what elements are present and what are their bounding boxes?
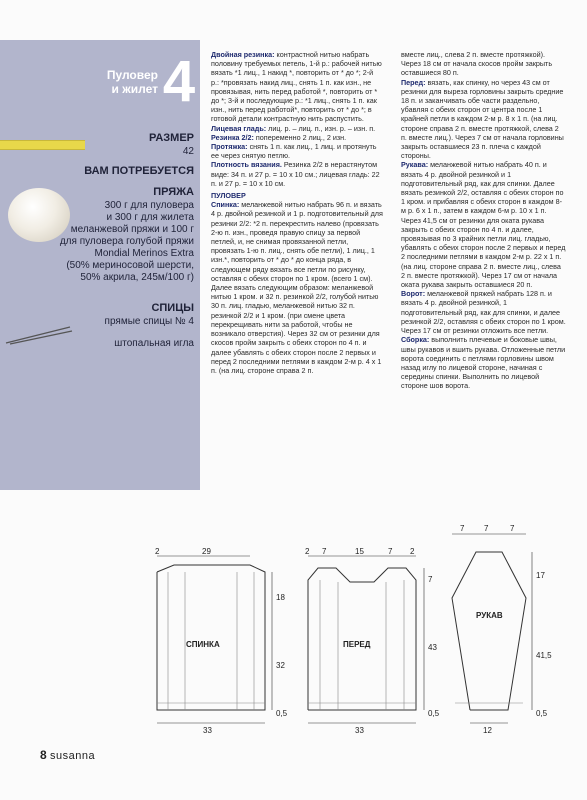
sleeve-dim-c: 7 (510, 524, 515, 533)
paragraph: Протяжка: снять 1 п. как лиц., 1 лиц. и протянуть ее через снятую петлю. (211, 142, 377, 161)
title-line-2: и жилет (111, 82, 158, 96)
paragraph: Лицевая гладь: лиц. р. – лиц. п., изн. р. – изн. п. (211, 123, 376, 133)
page-number: 8 (40, 748, 47, 762)
back-schematic (155, 547, 288, 735)
yarn-line: (50% мериносовой шерсти, (66, 260, 194, 271)
yarn-description (60, 200, 194, 284)
brand-name: susanna (50, 750, 96, 762)
sleeve-dim-width: 12 (483, 726, 492, 735)
front-label: ПЕРЕД (343, 640, 371, 649)
back-dim-armhole: 18 (276, 593, 285, 602)
front-schematic (305, 547, 440, 735)
yarn-heading: ПРЯЖА (153, 186, 194, 198)
sidebar-panel (0, 40, 200, 490)
front-dim-5: 2 (410, 547, 415, 556)
yarn-line: и 300 г для жилета (106, 212, 194, 223)
paragraph: Рукава: меланжевой нитью набрать 40 п. и вязать 4 р. двойной резинкой и 1 подготовительный ряд, как для спинки. Далее вязать резинкой 2/2, оставляя с обеих сторон по 1 кром. и прибавляя с обеих сторон в каждом 8-м р. 6 х 1 п., затем в каждом 6-м р. 10 х 1 п. Через 41,5 см от резинки для оката рукава закрыть с обеих сторон по 4 п. и далее, провязывая по 3 крайних петли лиц. гладью, убавлять с обеих сторон после 2 первых и перед 2 последними петлями в каждом 2-м р. 22 х 1 п. (на лиц. стороне справа 2 п. вместе лиц., слева 2 п. вместе протяжкой). Через 17 см от начала оката рукава закрыть оставшиеся 20 п. (401, 160, 566, 290)
front-dim-4: 7 (388, 547, 393, 556)
needle-tool: штопальная игла (114, 338, 194, 349)
paragraph: Двойная резинка: контрастной нитью набрать половину требуемых петель, 1-й р.: рабочей нитью вязать *1 лиц., 1 накид *, повторить от * до *; 2-й р.: *провязать накид лиц., снять 1 п. как изн., не провязывая, нить перед работой *, повторить от * до *; 3-й и последующие р.: *1 лиц., снять 1 п. как изн., нить перед работой*, повторить от * до *; в готовой детали контрастную нить распустить. (211, 50, 382, 124)
yarn-line: 300 г для пуловера (104, 200, 194, 211)
size-value: 42 (182, 146, 194, 157)
back-dim-body: 32 (276, 661, 285, 670)
paragraph: вместе лиц., слева 2 п. вместе протяжкой). Через 18 см от начала скосов пройм закрыть оставшиеся 80 п. (401, 50, 553, 78)
instructions-column-2 (401, 50, 566, 391)
front-dim-width: 33 (355, 726, 364, 735)
page-footer (40, 748, 95, 762)
materials-heading: ВАМ ПОТРЕБУЕТСЯ (84, 165, 194, 177)
pattern-number: 4 (162, 49, 196, 114)
pattern-title (88, 68, 158, 96)
sleeve-dim-cap: 17 (536, 571, 545, 580)
title-line-1: Пуловер (106, 68, 158, 82)
front-dim-2: 7 (322, 547, 327, 556)
yarn-line: 50% акрила, 245м/100 г) (80, 272, 194, 283)
paragraph: Перед: вязать, как спинку, но через 43 см от резинки для выреза горловины закрыть средние 18 п. и заканчивать обе части раздельно, убавляя с обеих сторон от центра после 1 крайней петли в каждом 2-м р. 8 х 1 п. (на лиц. стороне справа 2 п. вместе протяжкой, слева 2 п. вместе лиц.). Через 7 см от начала горловины закрыть оставшиеся 23 п. плеча с каждой стороны. (401, 77, 564, 161)
back-dim-side: 2 (155, 547, 160, 556)
sleeve-dim-a: 7 (460, 524, 465, 533)
paragraph: Резинка 2/2: попеременно 2 лиц., 2 изн. (211, 132, 347, 142)
sleeve-dim-b: 7 (484, 524, 489, 533)
front-dim-1: 2 (305, 547, 310, 556)
yarn-line: для пуловера голубой пряжи (59, 236, 194, 247)
back-label: СПИНКА (186, 640, 220, 649)
sleeve-schematic (452, 524, 552, 735)
paragraph: Спинка: меланжевой нитью набрать 96 п. и вязать 4 р. двойной резинкой и 1 р. подготовительный для резинки 2/2: *2 п. перекрестить налево (провязать 2-ю п. изн., проведя правую спицу за первой петлей, и, не снимая провязанной петли, провязать 1-ю п. лиц., снять обе петли), 1 лиц., 1 изн.*, повторить от * до * до конца ряда, в следующем ряду вязать все петли по рисунку, оставляя с обеих сторон по 1 кром. (всего 1 см). Далее вязать следующим образом: меланжевой нитью 1 кром. и 32 п. резинкой 2/2, голубой нитью 30 п. лиц. гладью, меланжевой нитью 32 п. резинкой 2/2 и 1 кром. (при смене цвета перекрещивать нити за работой, чтобы не возникало отверстия). Через 32 см от резинки для скосов пройм закрыть с обеих сторон по 4 п. и далее убавлять с обеих сторон после 2 первых и перед 2 последними петлями в каждом 2-м р. 4 х 1 п. (на лиц. стороне справа 2 п. (211, 200, 383, 375)
measuring-tape-icon (0, 140, 85, 150)
front-dim-neck: 7 (428, 575, 433, 584)
instructions-column-1 (211, 50, 383, 375)
needles-heading: СПИЦЫ (151, 302, 194, 314)
back-dim-width: 33 (203, 726, 212, 735)
section-heading: ПУЛОВЕР (211, 191, 246, 201)
knitting-needles-icon (4, 325, 74, 345)
sleeve-dim-rib: 0,5 (536, 709, 548, 718)
sleeve-label: РУКАВ (476, 611, 503, 620)
size-heading: РАЗМЕР (148, 132, 194, 144)
back-dim-rib: 0,5 (276, 709, 288, 718)
sleeve-dim-length: 41,5 (536, 651, 552, 660)
front-dim-rib: 0,5 (428, 709, 440, 718)
paragraph: Ворот: меланжевой пряжей набрать 128 п. и вязать 4 р. двойной резинкой, 1 подготовительный ряд, как для спинки, и далее резинкой 2/2, оставляя с обеих сторон по 1 кром. Через 17 см от резинки отложить все петли. (401, 289, 566, 336)
front-dim-3: 15 (355, 547, 364, 556)
front-dim-height: 43 (428, 643, 437, 652)
paragraph: Сборка: выполнить плечевые и боковые швы, швы рукавов и вшить рукава. Отложенные петли ворота соединить с петлями горловины швом назад иглу по лицевой стороне, начиная с середины спинки. Выполнить по лицевой стороне шов ворота. (401, 335, 566, 391)
back-dim-top: 29 (202, 547, 211, 556)
paragraph: Плотность вязания. Резинка 2/2 в нерастянутом виде: 34 п. и 27 р. = 10 х 10 см.; лицевая гладь: 22 п. и 27 р. = 10 х 10 см. (211, 160, 380, 188)
needles-value: прямые спицы № 4 (104, 316, 194, 327)
yarn-line: меланжевой пряжи и 100 г (70, 224, 194, 235)
pattern-schematics (140, 520, 570, 750)
yarn-line: Mondial Merinos Extra (94, 248, 194, 259)
